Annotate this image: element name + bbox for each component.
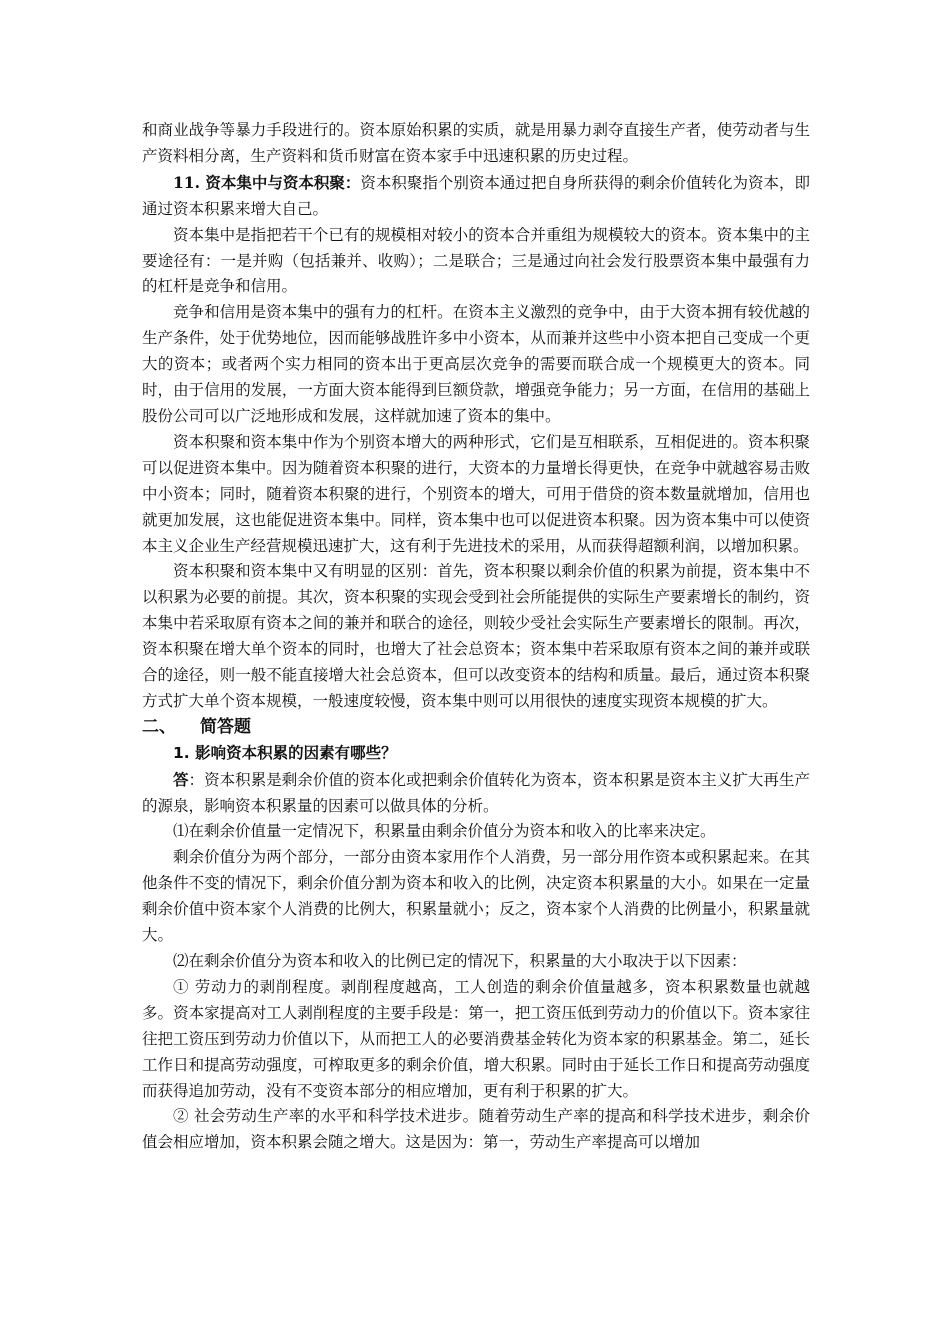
section-title: 简答题 [200, 716, 251, 737]
term-11-label: 11. 资本集中与资本积聚： [173, 172, 361, 192]
paragraph-difference: 资本积聚和资本集中又有明显的区别：首先，资本积聚以剩余价值的积累为前提，资本集中不以积累为必要的前提。其次，资本积聚的实现会受到社会所能提供的实际生产要素增长的制约，资本集中若采取原有资本之间的兼并和联合的途径，则较少受社会实际生产要素增长的限制。再次，资本积聚在增大单个资本的同时，也增大了社会总资本；资本集中若采取原有资本之间的兼并或联合的途径，则一般不能直接增大社会总资本，但可以改变资本的结构和质量。最后，通过资本积聚方式扩大单个资本规模，一般速度较慢，资本集中则可以用很快的速度实现资本规模的扩大。 [142, 562, 810, 710]
paragraph-relation: 资本积聚和资本集中作为个别资本增大的两种形式，它们是互相联系，互相促进的。资本积聚可以促进资本集中。因为随着资本积聚的进行，大资本的力量增长得更快，在竞争中就越容易击败中小资本；同时，随着资本积聚的进行，个别资本的增大，可用于借贷的资本数量就增加，信用也就更加发展，这也能促进资本集中。同样，资本集中也可以促进资本积聚。因为资本集中可以使资本主义企业生产经营规模迅速扩大，这有利于先进技术的采用，从而获得超额利润，以增加积累。 [142, 432, 810, 555]
answer-point-2: ⑵在剩余价值分为资本和收入的比例已定的情况下，积累量的大小取决于以下因素： [173, 952, 747, 970]
term-11-text: 资本积聚指个别资本通过把自身所获得的剩余价值转化为资本，即通过资本积累来增大自己。 [142, 173, 810, 218]
paragraph-primitive-accumulation: 和商业战争等暴力手段进行的。资本原始积累的实质，就是用暴力剥夺直接生产者，使劳动者与生产资料相分离，生产资料和货币财富在资本家手中迅速积累的历史过程。 [142, 121, 810, 165]
answer-point-1: ⑴在剩余价值量一定情况下，积累量由剩余价值分为资本和收入的比率来决定。 [173, 822, 716, 841]
paragraph-concentration-definition: 资本集中是指把若干个已有的规模相对较小的资本合并重组为规模较大的资本。资本集中的主要途径有：一是并购（包括兼并、收购）；二是联合；三是通过向社会发行股票资本集中最强有力的杠杆是竞争和信用。 [142, 225, 810, 296]
answer-point-1-detail: 剩余价值分为两个部分，一部分由资本家用作个人消费，另一部分用作资本或积累起来。在其他条件不变的情况下，剩余价值分割为资本和收入的比例，决定资本积累量的大小。如果在一定量剩余价值中资本家个人消费的比例大，积累量就小；反之，资本家个人消费的比例量小，积累量就大。 [142, 848, 810, 945]
answer-factor-exploitation: ① 劳动力的剥削程度。剥削程度越高，工人创造的剩余价值量越多，资本积累数量也就越多。资本家提高对工人剥削程度的主要手段是：第一，把工资压低到劳动力的价值以下。资本家往往把工资压到劳动力价值以下，从而把工人的必要消费基金转化为资本家的积累基金。第二，延长工作日和提高劳动强度，可榨取更多的剩余价值，增大积累。同时由于延长工作日和提高劳动强度而获得追加劳动，没有不变资本部分的相应增加，更有利于积累的扩大。 [142, 977, 810, 1100]
question-1: 1. 影响资本积累的因素有哪些？ [173, 743, 397, 762]
document-page [142, 118, 810, 1156]
answer-label: 答 [173, 769, 189, 789]
section-number: 二、 [142, 716, 176, 737]
answer-factor-productivity: ② 社会劳动生产率的水平和科学技术进步。随着劳动生产率的提高和科学技术进步，剩余价值会相应增加，资本积累会随之增大。这是因为：第一，劳动生产率提高可以增加 [142, 1107, 810, 1152]
paragraph-competition-credit: 竞争和信用是资本集中的强有力的杠杆。在资本主义激烈的竞争中，由于大资本拥有较优越的生产条件，处于优势地位，因而能够战胜许多中小资本，从而兼并这些中小资本把自己变成一个更大的资本；或者两个实力相同的资本出于更高层次竞争的需要而联合成一个规模更大的资本。同时，由于信用的发展，一方面大资本能得到巨额贷款，增强竞争能力；另一方面，在信用的基础上股份公司可以广泛地形成和发展，这样就加速了资本的集中。 [142, 303, 810, 425]
section-heading [142, 715, 810, 741]
answer-paragraph [142, 767, 810, 820]
term-11-paragraph [142, 170, 810, 223]
answer-text: ：资本积累是剩余价值的资本化或把剩余价值转化为资本，资本积累是资本主义扩大再生产的源泉，影响资本积累量的因素可以做具体的分析。 [142, 770, 810, 815]
